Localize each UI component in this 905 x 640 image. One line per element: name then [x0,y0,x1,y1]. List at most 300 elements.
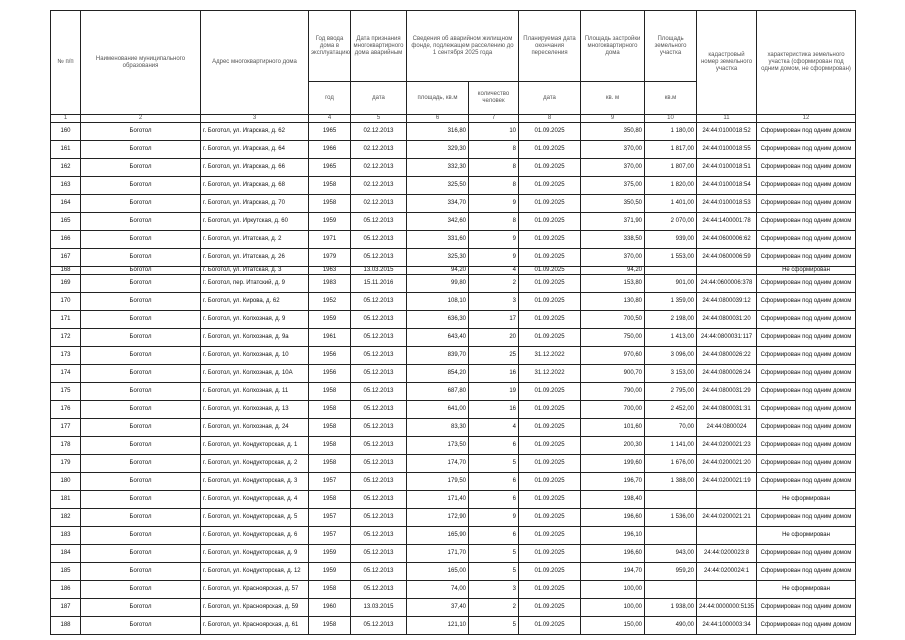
address-cell: г. Боготол, ул. Колхозная, д. 13 [201,401,309,419]
table-row [51,401,856,419]
table-row [51,123,856,141]
residents-count-cell: 16 [469,401,519,419]
planned-date-cell: 01.09.2025 [519,383,581,401]
recognized-date-cell: 05.12.2013 [351,527,407,545]
address-cell: г. Боготол, ул. Игарская, д. 70 [201,195,309,213]
year-built-cell: 1958 [309,177,351,195]
municipality-cell: Боготол [81,383,201,401]
recognized-date-cell: 02.12.2013 [351,159,407,177]
table-row [51,455,856,473]
row-number-cell: 160 [51,123,81,141]
row-number-cell: 173 [51,347,81,365]
land-characteristic-cell: Не сформирован [757,527,856,545]
emergency-area-cell: 172,90 [407,509,469,527]
land-characteristic-cell: Сформирован под одним домом [757,563,856,581]
year-built-cell: 1958 [309,401,351,419]
building-area-cell: 200,30 [581,437,645,455]
emergency-area-cell: 854,20 [407,365,469,383]
land-characteristic-cell: Сформирован под одним домом [757,599,856,617]
recognized-date-cell: 05.12.2013 [351,437,407,455]
address-cell: г. Боготол, ул. Игарская, д. 68 [201,177,309,195]
year-built-cell: 1959 [309,213,351,231]
subheader-date2: дата [519,82,581,115]
land-characteristic-cell: Не сформирован [757,581,856,599]
header-land-area: Площадь земельного участка [645,11,697,82]
row-number-cell: 167 [51,249,81,267]
emergency-area-cell: 839,70 [407,347,469,365]
cadastral-number-cell: 24:44:0200021:20 [697,455,757,473]
cadastral-number-cell: 24:44:0100018:52 [697,123,757,141]
planned-date-cell: 01.09.2025 [519,293,581,311]
emergency-area-cell: 179,50 [407,473,469,491]
recognized-date-cell: 05.12.2013 [351,563,407,581]
land-area-cell: 943,00 [645,545,697,563]
document-sheet [50,10,856,635]
land-area-cell: 1 401,00 [645,195,697,213]
land-characteristic-cell: Сформирован под одним домом [757,249,856,267]
land-characteristic-cell: Сформирован под одним домом [757,617,856,635]
municipality-cell: Боготол [81,123,201,141]
land-area-cell [645,491,697,509]
row-number-cell: 182 [51,509,81,527]
building-area-cell: 194,70 [581,563,645,581]
building-area-cell: 199,60 [581,455,645,473]
municipality-cell: Боготол [81,491,201,509]
table-row [51,267,856,275]
address-cell: г. Боготол, ул. Кондукторская, д. 12 [201,563,309,581]
land-area-cell [645,527,697,545]
planned-date-cell: 01.09.2025 [519,563,581,581]
year-built-cell: 1958 [309,419,351,437]
building-area-cell: 370,00 [581,141,645,159]
year-built-cell: 1963 [309,267,351,275]
planned-date-cell: 01.09.2025 [519,527,581,545]
emergency-area-cell: 332,30 [407,159,469,177]
emergency-area-cell: 643,40 [407,329,469,347]
planned-date-cell: 01.09.2025 [519,267,581,275]
land-characteristic-cell: Сформирован под одним домом [757,213,856,231]
building-area-cell: 130,80 [581,293,645,311]
recognized-date-cell: 05.12.2013 [351,347,407,365]
land-area-cell: 1 413,00 [645,329,697,347]
cadastral-number-cell [697,527,757,545]
emergency-area-cell: 329,30 [407,141,469,159]
building-area-cell: 196,60 [581,545,645,563]
cadastral-number-cell: 24:44:0800031:31 [697,401,757,419]
land-characteristic-cell: Не сформирован [757,491,856,509]
recognized-date-cell: 05.12.2013 [351,231,407,249]
cadastral-number-cell: 24:44:0800031:117 [697,329,757,347]
planned-date-cell: 01.09.2025 [519,509,581,527]
address-cell: г. Боготол, ул. Игарская, д. 62 [201,123,309,141]
emergency-area-cell: 331,60 [407,231,469,249]
municipality-cell: Боготол [81,249,201,267]
land-area-cell: 1 817,00 [645,141,697,159]
row-number-cell: 186 [51,581,81,599]
emergency-area-cell: 165,90 [407,527,469,545]
residents-count-cell: 25 [469,347,519,365]
recognized-date-cell: 05.12.2013 [351,581,407,599]
table-row [51,311,856,329]
recognized-date-cell: 05.12.2013 [351,545,407,563]
recognized-date-cell: 05.12.2013 [351,311,407,329]
address-cell: г. Боготол, ул. Итатская, д. 3 [201,267,309,275]
recognized-date-cell: 05.12.2013 [351,249,407,267]
land-area-cell: 2 795,00 [645,383,697,401]
building-area-cell: 700,00 [581,401,645,419]
planned-date-cell: 01.09.2025 [519,599,581,617]
residents-count-cell: 8 [469,141,519,159]
row-number-cell: 165 [51,213,81,231]
residents-count-cell: 9 [469,249,519,267]
header-num: № п/п [51,11,81,115]
address-cell: г. Боготол, ул. Колхозная, д. 24 [201,419,309,437]
year-built-cell: 1965 [309,159,351,177]
residents-count-cell: 19 [469,383,519,401]
year-built-cell: 1959 [309,311,351,329]
land-area-cell: 1 388,00 [645,473,697,491]
municipality-cell: Боготол [81,419,201,437]
year-built-cell: 1957 [309,473,351,491]
row-number-cell: 178 [51,437,81,455]
planned-date-cell: 01.09.2025 [519,581,581,599]
municipality-cell: Боготол [81,329,201,347]
header-cadastral: кадастровый номер земельного участка [697,11,757,115]
address-cell: г. Боготол, ул. Кондукторская, д. 2 [201,455,309,473]
land-area-cell: 959,20 [645,563,697,581]
building-area-cell: 370,00 [581,249,645,267]
residents-count-cell: 8 [469,177,519,195]
row-number-cell: 162 [51,159,81,177]
municipality-cell: Боготол [81,527,201,545]
land-characteristic-cell: Сформирован под одним домом [757,141,856,159]
residents-count-cell: 16 [469,365,519,383]
year-built-cell: 1958 [309,383,351,401]
planned-date-cell: 01.09.2025 [519,177,581,195]
cadastral-number-cell: 24:44:0800039:12 [697,293,757,311]
year-built-cell: 1961 [309,329,351,347]
emergency-area-cell: 325,30 [407,249,469,267]
recognized-date-cell: 05.12.2013 [351,365,407,383]
land-characteristic-cell: Сформирован под одним домом [757,275,856,293]
land-area-cell: 939,00 [645,231,697,249]
planned-date-cell: 01.09.2025 [519,159,581,177]
recognized-date-cell: 02.12.2013 [351,177,407,195]
year-built-cell: 1958 [309,455,351,473]
building-area-cell: 101,60 [581,419,645,437]
land-characteristic-cell: Сформирован под одним домом [757,231,856,249]
address-cell: г. Боготол, ул. Кондукторская, д. 9 [201,545,309,563]
recognized-date-cell: 05.12.2013 [351,473,407,491]
land-area-cell: 1 359,00 [645,293,697,311]
cadastral-number-cell: 24:44:0200021:23 [697,437,757,455]
building-area-cell: 375,00 [581,177,645,195]
building-area-cell: 371,90 [581,213,645,231]
cadastral-number-cell: 24:44:0100018:55 [697,141,757,159]
cadastral-number-cell: 24:44:0000000:5135 [697,599,757,617]
emergency-area-cell: 74,00 [407,581,469,599]
cadastral-number-cell: 24:44:0200024:1 [697,563,757,581]
year-built-cell: 1959 [309,545,351,563]
planned-date-cell: 01.09.2025 [519,455,581,473]
land-characteristic-cell: Сформирован под одним домом [757,159,856,177]
municipality-cell: Боготол [81,509,201,527]
building-area-cell: 94,20 [581,267,645,275]
emergency-area-cell: 342,60 [407,213,469,231]
building-area-cell: 198,40 [581,491,645,509]
land-characteristic-cell: Сформирован под одним домом [757,383,856,401]
recognized-date-cell: 05.12.2013 [351,383,407,401]
row-number-cell: 179 [51,455,81,473]
building-area-cell: 350,50 [581,195,645,213]
residents-count-cell: 20 [469,329,519,347]
residents-count-cell: 2 [469,599,519,617]
emergency-area-cell: 99,80 [407,275,469,293]
recognized-date-cell: 05.12.2013 [351,329,407,347]
emergency-area-cell: 94,20 [407,267,469,275]
planned-date-cell: 01.09.2025 [519,141,581,159]
row-number-cell: 164 [51,195,81,213]
recognized-date-cell: 15.11.2016 [351,275,407,293]
emergency-area-cell: 334,70 [407,195,469,213]
residents-count-cell: 5 [469,545,519,563]
emergency-area-cell: 171,70 [407,545,469,563]
subheader-year: год [309,82,351,115]
land-characteristic-cell: Сформирован под одним домом [757,311,856,329]
land-area-cell: 1 141,00 [645,437,697,455]
recognized-date-cell: 13.03.2015 [351,267,407,275]
year-built-cell: 1956 [309,347,351,365]
header-planned-date: Планируемая дата окончания переселения [519,11,581,82]
land-area-cell: 1 553,00 [645,249,697,267]
address-cell: г. Боготол, ул. Итатская, д. 26 [201,249,309,267]
table-row [51,159,856,177]
emergency-housing-table [50,10,856,635]
residents-count-cell: 5 [469,455,519,473]
land-characteristic-cell: Сформирован под одним домом [757,509,856,527]
land-characteristic-cell: Сформирован под одним домом [757,347,856,365]
table-row [51,599,856,617]
emergency-area-cell: 37,40 [407,599,469,617]
column-number: 5 [351,115,407,123]
municipality-cell: Боготол [81,159,201,177]
land-characteristic-cell: Сформирован под одним домом [757,437,856,455]
municipality-cell: Боготол [81,267,201,275]
planned-date-cell: 01.09.2025 [519,123,581,141]
table-row [51,347,856,365]
cadastral-number-cell: 24:44:0800031:20 [697,311,757,329]
cadastral-number-cell: 24:44:0800026:22 [697,347,757,365]
municipality-cell: Боготол [81,401,201,419]
land-characteristic-cell: Сформирован под одним домом [757,293,856,311]
cadastral-number-cell [697,581,757,599]
land-characteristic-cell: Сформирован под одним домом [757,329,856,347]
cadastral-number-cell: 24:44:0200021:19 [697,473,757,491]
year-built-cell: 1966 [309,141,351,159]
table-row [51,419,856,437]
address-cell: г. Боготол, ул. Кондукторская, д. 4 [201,491,309,509]
building-area-cell: 100,00 [581,581,645,599]
row-number-cell: 172 [51,329,81,347]
table-row [51,365,856,383]
planned-date-cell: 01.09.2025 [519,195,581,213]
land-characteristic-cell: Сформирован под одним домом [757,455,856,473]
municipality-cell: Боготол [81,231,201,249]
row-number-cell: 183 [51,527,81,545]
recognized-date-cell: 05.12.2013 [351,455,407,473]
building-area-cell: 350,80 [581,123,645,141]
municipality-cell: Боготол [81,293,201,311]
cadastral-number-cell: 24:44:0600006:59 [697,249,757,267]
address-cell: г. Боготол, ул. Колхозная, д. 11 [201,383,309,401]
recognized-date-cell: 05.12.2013 [351,419,407,437]
emergency-area-cell: 641,00 [407,401,469,419]
building-area-cell: 370,00 [581,159,645,177]
planned-date-cell: 01.09.2025 [519,231,581,249]
recognized-date-cell: 05.12.2013 [351,617,407,635]
table-row [51,383,856,401]
municipality-cell: Боготол [81,311,201,329]
year-built-cell: 1958 [309,437,351,455]
land-area-cell: 1 820,00 [645,177,697,195]
municipality-cell: Боготол [81,455,201,473]
address-cell: г. Боготол, ул. Колхозная, д. 9 [201,311,309,329]
land-area-cell: 1 676,00 [645,455,697,473]
row-number-cell: 180 [51,473,81,491]
year-built-cell: 1958 [309,491,351,509]
residents-count-cell: 2 [469,275,519,293]
land-area-cell: 3 153,00 [645,365,697,383]
municipality-cell: Боготол [81,545,201,563]
recognized-date-cell: 13.03.2015 [351,599,407,617]
recognized-date-cell: 05.12.2013 [351,491,407,509]
row-number-cell: 187 [51,599,81,617]
year-built-cell: 1957 [309,527,351,545]
land-area-cell: 2 452,00 [645,401,697,419]
row-number-cell: 161 [51,141,81,159]
building-area-cell: 790,00 [581,383,645,401]
residents-count-cell: 3 [469,293,519,311]
recognized-date-cell: 05.12.2013 [351,509,407,527]
row-number-cell: 177 [51,419,81,437]
row-number-cell: 184 [51,545,81,563]
recognized-date-cell: 05.12.2013 [351,293,407,311]
cadastral-number-cell: 24:44:0600006:62 [697,231,757,249]
land-area-cell: 1 938,00 [645,599,697,617]
table-row [51,437,856,455]
cadastral-number-cell: 24:44:0100018:53 [697,195,757,213]
land-characteristic-cell: Сформирован под одним домом [757,545,856,563]
header-name: Наименование муниципального образования [81,11,201,115]
planned-date-cell: 01.09.2025 [519,311,581,329]
address-cell: г. Боготол, ул. Кондукторская, д. 1 [201,437,309,455]
municipality-cell: Боготол [81,365,201,383]
emergency-area-cell: 316,80 [407,123,469,141]
land-area-cell [645,267,697,275]
row-number-cell: 171 [51,311,81,329]
subheader-sqm: кв. м [581,82,645,115]
land-characteristic-cell: Сформирован под одним домом [757,401,856,419]
address-cell: г. Боготол, пер. Итатский, д. 9 [201,275,309,293]
planned-date-cell: 31.12.2022 [519,365,581,383]
column-number: 11 [697,115,757,123]
address-cell: г. Боготол, ул. Итатская, д. 2 [201,231,309,249]
column-number-row [51,115,856,123]
building-area-cell: 750,00 [581,329,645,347]
table-row [51,195,856,213]
residents-count-cell: 5 [469,617,519,635]
table-row [51,293,856,311]
residents-count-cell: 4 [469,267,519,275]
year-built-cell: 1957 [309,509,351,527]
subheader-sqm2: кв.м [645,82,697,115]
address-cell: г. Боготол, ул. Красноярская, д. 57 [201,581,309,599]
planned-date-cell: 01.09.2025 [519,419,581,437]
emergency-area-cell: 687,80 [407,383,469,401]
row-number-cell: 181 [51,491,81,509]
emergency-area-cell: 83,30 [407,419,469,437]
planned-date-cell: 01.09.2025 [519,213,581,231]
year-built-cell: 1958 [309,617,351,635]
address-cell: г. Боготол, ул. Колхозная, д. 10 [201,347,309,365]
emergency-area-cell: 171,40 [407,491,469,509]
cadastral-number-cell: 24:44:1000003:34 [697,617,757,635]
address-cell: г. Боготол, ул. Игарская, д. 64 [201,141,309,159]
table-row [51,491,856,509]
table-row [51,545,856,563]
cadastral-number-cell: 24:44:0800026:24 [697,365,757,383]
year-built-cell: 1965 [309,123,351,141]
year-built-cell: 1983 [309,275,351,293]
table-row [51,249,856,267]
land-characteristic-cell: Сформирован под одним домом [757,123,856,141]
column-number: 9 [581,115,645,123]
row-number-cell: 169 [51,275,81,293]
municipality-cell: Боготол [81,437,201,455]
land-area-cell: 2 198,00 [645,311,697,329]
row-number-cell: 163 [51,177,81,195]
header-address: Адрес многоквартирного дома [201,11,309,115]
address-cell: г. Боготол, ул. Кирова, д. 62 [201,293,309,311]
planned-date-cell: 01.09.2025 [519,437,581,455]
land-area-cell: 1 536,00 [645,509,697,527]
cadastral-number-cell [697,267,757,275]
planned-date-cell: 01.09.2025 [519,329,581,347]
residents-count-cell: 3 [469,581,519,599]
table-row [51,473,856,491]
address-cell: г. Боготол, ул. Колхозная, д. 10А [201,365,309,383]
table-row [51,231,856,249]
recognized-date-cell: 02.12.2013 [351,141,407,159]
year-built-cell: 1956 [309,365,351,383]
land-characteristic-cell: Не сформирован [757,267,856,275]
recognized-date-cell: 02.12.2013 [351,195,407,213]
row-number-cell: 176 [51,401,81,419]
emergency-area-cell: 108,10 [407,293,469,311]
header-year: Год ввода дома в эксплуатацию [309,11,351,82]
residents-count-cell: 17 [469,311,519,329]
cadastral-number-cell: 24:44:0200021:21 [697,509,757,527]
land-area-cell: 901,00 [645,275,697,293]
municipality-cell: Боготол [81,347,201,365]
address-cell: г. Боготол, ул. Игарская, д. 66 [201,159,309,177]
recognized-date-cell: 05.12.2013 [351,213,407,231]
cadastral-number-cell: 24:44:0200023:8 [697,545,757,563]
year-built-cell: 1952 [309,293,351,311]
column-number: 6 [407,115,469,123]
land-characteristic-cell: Сформирован под одним домом [757,419,856,437]
planned-date-cell: 01.09.2025 [519,491,581,509]
